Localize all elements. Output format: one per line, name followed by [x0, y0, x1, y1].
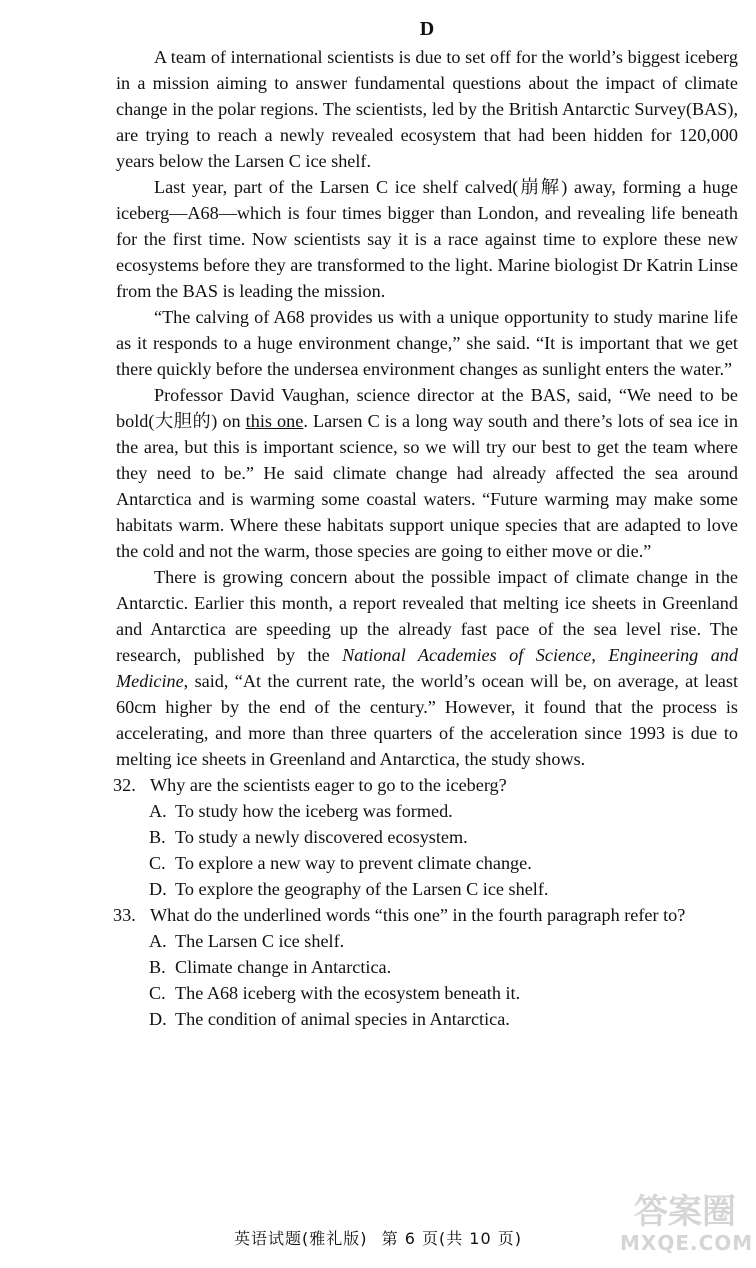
- paragraph-5-mid: ,: [591, 645, 609, 665]
- option-letter: C.: [149, 983, 166, 1003]
- option-c[interactable]: [149, 980, 738, 1006]
- question-number: 32.: [113, 775, 136, 795]
- question-stem: [113, 902, 738, 928]
- footer-page-number: 第 6 页(共 10 页): [381, 1229, 522, 1248]
- option-text: To study how the iceberg was formed.: [175, 801, 453, 821]
- question-options: [113, 928, 738, 1032]
- option-text: The condition of animal species in Antarctica.: [175, 1009, 510, 1029]
- option-letter: B.: [149, 827, 166, 847]
- question-text: What do the underlined words “this one” in the fourth paragraph refer to?: [150, 905, 686, 925]
- paragraph-5-before: There is growing concern about the possible impact of climate change in the Antarctic. Earlier this month, a report revealed that melting ice sheets in Greenland and Antarctica are speeding up the already fast pace of the sea level rise. The research, published by the: [116, 567, 738, 665]
- publisher-name-2: Engineering and Medicine: [116, 645, 738, 691]
- question-stem: [113, 772, 738, 798]
- paragraph-4-after: . Larsen C is a long way south and there’s lots of sea ice in the area, but this is important science, so we will try our best to get the team where they need to be.” He said climate change had already affected the sea around Antarctica and is warming some coastal waters. “Future warming may make some habitats warm. Where these habitats support unique species that are adapted to love the cold and not the warm, those species are going to either move or die.”: [116, 411, 738, 561]
- option-text: To explore a new way to prevent climate change.: [175, 853, 532, 873]
- section-heading: D: [419, 18, 435, 40]
- option-letter: C.: [149, 853, 166, 873]
- watermark-top-text: 答案圈: [634, 1192, 736, 1232]
- paragraph-3: “The calving of A68 provides us with a unique opportunity to study marine life as it responds to a huge environment change,” she said. “It is important that we get there quickly before the undersea environment changes as sunlight enters the water.”: [116, 307, 738, 379]
- watermark-logo: [620, 1192, 754, 1262]
- paragraph-1: A team of international scientists is due to set off for the world’s biggest iceberg in a mission aiming to answer fundamental questions about the impact of climate change in the polar regions. The scientists, led by the British Antarctic Survey(BAS), are trying to reach a newly revealed ecosystem that had been hidden for 120,000 years below the Larsen C ice shelf.: [116, 47, 738, 171]
- option-d[interactable]: [149, 876, 738, 902]
- option-d[interactable]: [149, 1006, 738, 1032]
- exam-page: [113, 16, 738, 1032]
- publisher-name-1: National Academies of Science: [342, 645, 592, 665]
- paragraph-5: [116, 564, 738, 772]
- question-32: [113, 772, 738, 902]
- option-text: The A68 iceberg with the ecosystem beneath it.: [175, 983, 521, 1003]
- option-text: Climate change in Antarctica.: [175, 957, 392, 977]
- option-a[interactable]: [149, 798, 738, 824]
- option-c[interactable]: [149, 850, 738, 876]
- question-33: [113, 902, 738, 1032]
- question-options: [113, 798, 738, 902]
- option-text: The Larsen C ice shelf.: [175, 931, 345, 951]
- option-letter: B.: [149, 957, 166, 977]
- option-text: To study a newly discovered ecosystem.: [175, 827, 468, 847]
- option-letter: D.: [149, 879, 167, 899]
- option-a[interactable]: [149, 928, 738, 954]
- option-letter: D.: [149, 1009, 167, 1029]
- paragraph-2: Last year, part of the Larsen C ice shelf calved(崩解) away, forming a huge iceberg—A68—which is four times bigger than London, and revealing life beneath for the first time. Now scientists say it is a race against time to explore these new ecosystems before they are transformed to the light. Marine biologist Dr Katrin Linse from the BAS is leading the mission.: [116, 177, 738, 301]
- paragraph-5-after: , said, “At the current rate, the world’s ocean will be, on average, at least 60cm higher by the end of the century.” However, it found that the process is accelerating, and more than three quarters of the acceleration since 1993 is due to melting ice sheets in Greenland and Antarctica, the study shows.: [116, 671, 738, 769]
- underlined-this-one: this one: [245, 411, 304, 431]
- option-letter: A.: [149, 801, 167, 821]
- footer-title: 英语试题(雅礼版): [234, 1229, 368, 1248]
- option-letter: A.: [149, 931, 167, 951]
- option-text: To explore the geography of the Larsen C ice shelf.: [175, 879, 549, 899]
- question-text: Why are the scientists eager to go to the iceberg?: [150, 775, 507, 795]
- option-b[interactable]: [149, 824, 738, 850]
- option-b[interactable]: [149, 954, 738, 980]
- question-number: 33.: [113, 905, 136, 925]
- paragraph-4: [116, 382, 738, 564]
- watermark-bottom-text: MXQE.COM: [620, 1231, 754, 1255]
- paragraph-4-before: Professor David Vaughan, science director at the BAS, said, “We need to be bold(大胆的) on: [116, 385, 738, 431]
